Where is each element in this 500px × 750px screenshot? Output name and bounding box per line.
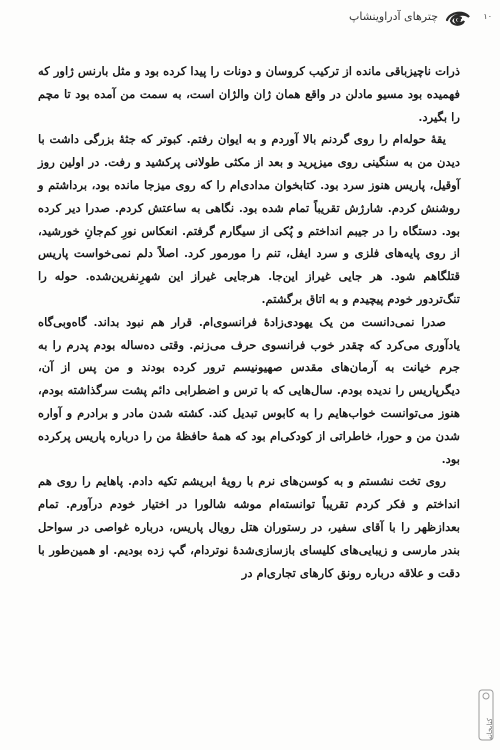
page-header: [0, 0, 500, 36]
paragraph: روی تخت نشستم و به کوسن‌های نرم با رویهٔ ابریشم تکیه دادم. پاهایم را روی هم انداختم و فکر کردم تقریباً توانسته‌ام موشه شالورا در اختیار خودم درآورم. تمام بعدازظهر را با آقای سفیر، در رستوران هتل رویال پاریس، درباره غواصی در سواحل بندر مارسی و زیبایی‌های کلیسای بازسازی‌شدهٔ نوتردام، گپ زده بودیم. او همین‌طور با دقت و علاقه درباره رونق کارهای تجاری‌ام در: [38, 474, 460, 580]
paragraph: صدرا نمی‌دانست من یک یهودی‌زادهٔ فرانسوی‌ام. قرار هم نبود بداند. گاه‌وبی‌گاه یادآوری می‌کرد که چقدر خوب فرانسوی حرف می‌زنم. وقتی ده‌ساله بودم پدرم را به جرم خیانت به آرمان‌های مقدس صهیونیسم ترور کرده بودند و من پس از آن، دیگرپاریس را ندیده بودم. سال‌هایی که با ترس و اضطرابی دائم پشت سرگذاشته بودم، هنوز می‌توانست خواب‌هایم را به کابوس تبدیل کند. کشته شدن مادر و برادرم و آواره شدن من و حورا، خاطراتی از کودکی‌ام بود که همهٔ حافظهٔ من را درباره پاریس پرکرده بود.: [38, 314, 460, 466]
page-number: ۱۰: [483, 12, 492, 21]
library-stamp-text: کتابخانه: [486, 718, 494, 740]
swirl-eye-logo-icon: [444, 8, 472, 30]
paragraph: ذرات ناچیزباقی مانده از ترکیب کروسان و دونات را پیدا کرده بود و مثل بارنس ژاور که فهمیده بود مسیو مادلن در واقع همان ژان والژان است، به سمت من آمده بود تا مچم را بگیرد.: [38, 64, 460, 124]
paragraph: یقهٔ حوله‌ام را روی گردنم بالا آوردم و به ایوان رفتم. کبوتر که جثهٔ بزرگی داشت با دیدن من به سنگینی روی میزپرید و بعد از مکثی طولانی پرکشید و رفت. در اولین روز آوقیل، پاریس هنوز سرد بود. کتابخوان مدادی‌ام را که روی میزجا مانده بود، برداشتم و روشنش کردم. شارژش تقریباً تمام شده بود. نگاهی به ساعتش کردم. صدرا دیر کرده بود. دستگاه را در جیبم انداختم و پُکی از سیگارم گرفتم. انعکاس نورِ کم‌جانِ خورشید، از روی پایه‌های فلزی و سرد ایفل، تنم را مورمور کرد. اصلاً دلم نمی‌خواست پاریس قتلگاهم شود. هر جایی غیراز این‌جا. هرجایی غیراز این شهرِنفرین‌شده. حوله را تنگ‌تردور خودم پیچیدم و به اتاق برگشتم.: [38, 132, 460, 306]
book-title: چترهای آدراوینشاپ: [349, 10, 438, 23]
page-body: [38, 60, 460, 584]
